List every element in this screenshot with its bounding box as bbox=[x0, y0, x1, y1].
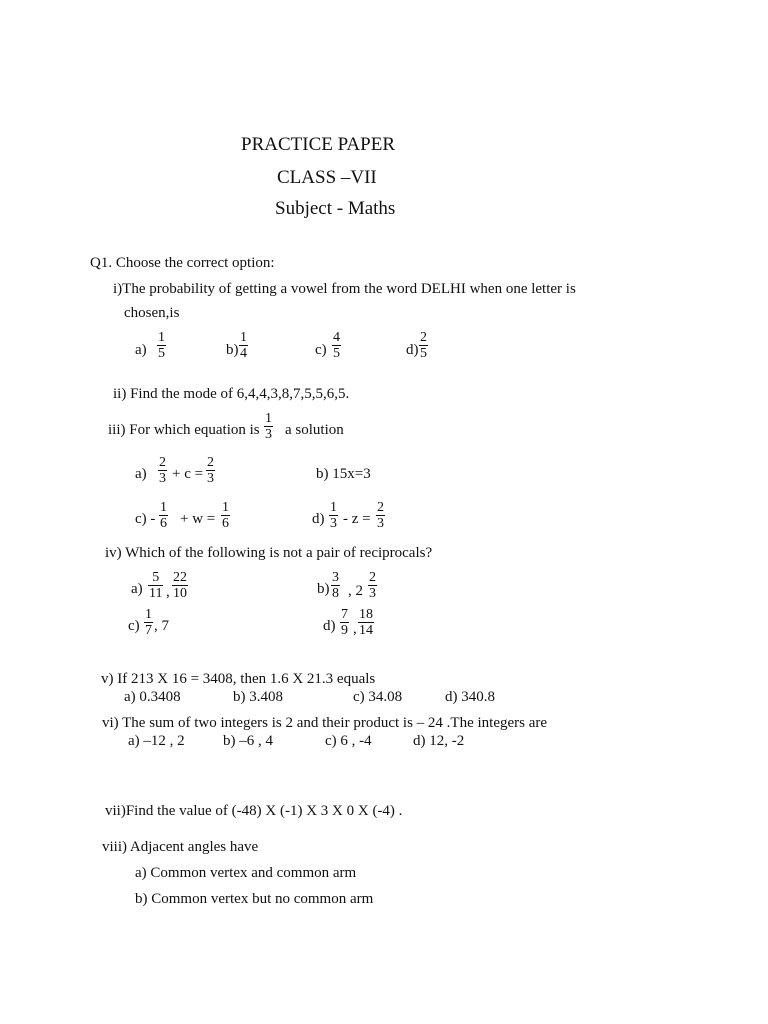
q1-iv-option-a-fraction-1 bbox=[148, 570, 163, 601]
q1-iii-option-d-label: d) bbox=[312, 511, 325, 527]
denominator: 14 bbox=[359, 623, 373, 638]
q1-viii-text: viii) Adjacent angles have bbox=[102, 839, 259, 855]
class-label: CLASS –VII bbox=[277, 167, 377, 188]
denominator: 3 bbox=[330, 516, 337, 531]
numerator: 2 bbox=[420, 330, 427, 345]
q1-iii-option-a-fraction-2 bbox=[206, 455, 215, 486]
q1-iv-option-a-fraction-2 bbox=[172, 570, 188, 601]
q1-v-text: v) If 213 X 16 = 3408, then 1.6 X 21.3 equals bbox=[101, 671, 376, 687]
q1-i-text: i)The probability of getting a vowel from the word DELHI when one letter is bbox=[113, 281, 576, 297]
denominator: 8 bbox=[332, 586, 339, 601]
denominator: 3 bbox=[207, 471, 214, 486]
q1-i-option-a-label: a) bbox=[135, 342, 147, 358]
numerator: 1 bbox=[265, 411, 272, 426]
denominator: 9 bbox=[341, 623, 348, 638]
q1-iv-option-a-sep: , bbox=[166, 584, 170, 600]
denominator: 5 bbox=[333, 346, 340, 361]
q1-viii-option-b: b) Common vertex but no common arm bbox=[135, 891, 374, 907]
q1-iv-option-c-label: c) bbox=[128, 618, 140, 634]
q1-vi-option-d: d) 12, -2 bbox=[413, 733, 465, 749]
q1-v-option-b: b) 3.408 bbox=[233, 689, 283, 705]
numerator: 1 bbox=[160, 500, 167, 515]
q1-iii-option-a-fraction-1 bbox=[158, 455, 167, 486]
q1-iii-option-a-mid: + c = bbox=[172, 466, 204, 482]
numerator: 2 bbox=[159, 455, 166, 470]
numerator: 1 bbox=[158, 330, 165, 345]
numerator: 1 bbox=[222, 500, 229, 515]
q1-i-option-c-fraction bbox=[332, 330, 341, 361]
q1-vi-option-b: b) –6 , 4 bbox=[223, 733, 273, 749]
q1-vi-text: vi) The sum of two integers is 2 and their product is – 24 .The integers are bbox=[102, 715, 548, 731]
denominator: 5 bbox=[158, 346, 165, 361]
q1-iv-option-c-sep: , 7 bbox=[154, 618, 169, 634]
q1-i-option-c-label: c) bbox=[315, 342, 327, 358]
q1-iv-option-b-fraction-2 bbox=[368, 570, 377, 601]
q1-iv-option-b-fraction-1 bbox=[331, 570, 340, 601]
q1-i-option-d-label: d) bbox=[406, 342, 419, 358]
q1-iv-option-a-label: a) bbox=[131, 581, 143, 597]
numerator: 2 bbox=[369, 570, 376, 585]
q1-iv-option-d-label: d) bbox=[323, 618, 336, 634]
q1-iv-text: iv) Which of the following is not a pair of reciprocals? bbox=[105, 545, 433, 561]
denominator: 3 bbox=[377, 516, 384, 531]
q1-iii-option-d-mid: - z = bbox=[343, 511, 371, 527]
denominator: 6 bbox=[222, 516, 229, 531]
q1-iii-option-d-fraction-1 bbox=[329, 500, 338, 531]
q1-i-option-b-label: b) bbox=[226, 342, 239, 358]
q1-ii-text: ii) Find the mode of 6,4,4,3,8,7,5,5,6,5. bbox=[113, 386, 350, 402]
numerator: 2 bbox=[207, 455, 214, 470]
q1-iii-option-a-label: a) bbox=[135, 466, 147, 482]
denominator: 6 bbox=[160, 516, 167, 531]
denominator: 10 bbox=[173, 586, 187, 601]
q1-iii-option-c-fraction-1 bbox=[159, 500, 168, 531]
q1-viii-option-a: a) Common vertex and common arm bbox=[135, 865, 357, 881]
q1-iii-option-b: b) 15x=3 bbox=[316, 466, 371, 482]
numerator: 1 bbox=[145, 607, 152, 622]
q1-iv-option-d-sep: , bbox=[353, 621, 357, 637]
numerator: 22 bbox=[173, 570, 187, 585]
q1-i-option-b-fraction bbox=[239, 330, 248, 361]
denominator: 3 bbox=[159, 471, 166, 486]
numerator: 4 bbox=[333, 330, 340, 345]
denominator: 11 bbox=[149, 586, 163, 601]
q1-i-text-cont: chosen,is bbox=[124, 305, 180, 321]
numerator: 5 bbox=[152, 570, 160, 585]
q1-iv-option-d-fraction-1 bbox=[340, 607, 349, 638]
numerator: 2 bbox=[377, 500, 384, 515]
q1-i-option-d-fraction bbox=[419, 330, 428, 361]
q1-iii-option-c-label: c) - bbox=[135, 511, 156, 527]
q1-v-option-c: c) 34.08 bbox=[353, 689, 403, 705]
numerator: 18 bbox=[359, 607, 373, 622]
q1-iii-option-c-mid: + w = bbox=[180, 511, 216, 527]
subject-label: Subject - Maths bbox=[275, 198, 396, 219]
q1-i-option-a-fraction bbox=[157, 330, 166, 361]
denominator: 3 bbox=[265, 427, 272, 442]
denominator: 5 bbox=[420, 346, 427, 361]
denominator: 3 bbox=[369, 586, 376, 601]
page-title: PRACTICE PAPER bbox=[241, 134, 395, 155]
numerator: 1 bbox=[330, 500, 337, 515]
numerator: 3 bbox=[332, 570, 339, 585]
denominator: 7 bbox=[145, 623, 152, 638]
numerator: 1 bbox=[240, 330, 247, 345]
q1-vii-text: vii)Find the value of (-48) X (-1) X 3 X 0 X (-4) . bbox=[105, 803, 403, 819]
q1-iv-option-c-fraction-1 bbox=[144, 607, 153, 638]
denominator: 4 bbox=[240, 346, 247, 361]
q1-iv-option-b-sep: , 2 bbox=[348, 583, 363, 599]
q1-v-option-d: d) 340.8 bbox=[445, 689, 495, 705]
q1-v-option-a: a) 0.3408 bbox=[124, 689, 181, 705]
q1-iii-text: iii) For which equation is bbox=[108, 422, 260, 438]
q1-vi-option-a: a) –12 , 2 bbox=[128, 733, 185, 749]
q1-vi-option-c: c) 6 , -4 bbox=[325, 733, 372, 749]
q1-iv-option-b-label: b) bbox=[317, 581, 330, 597]
q1-iv-option-d-fraction-2 bbox=[358, 607, 374, 638]
numerator: 7 bbox=[341, 607, 348, 622]
q1-iii-text-after: a solution bbox=[285, 422, 344, 438]
question-heading: Q1. Choose the correct option: bbox=[90, 255, 275, 271]
q1-iii-option-c-fraction-2 bbox=[221, 500, 230, 531]
q1-iii-option-d-fraction-2 bbox=[376, 500, 385, 531]
q1-iii-fraction bbox=[264, 411, 273, 442]
